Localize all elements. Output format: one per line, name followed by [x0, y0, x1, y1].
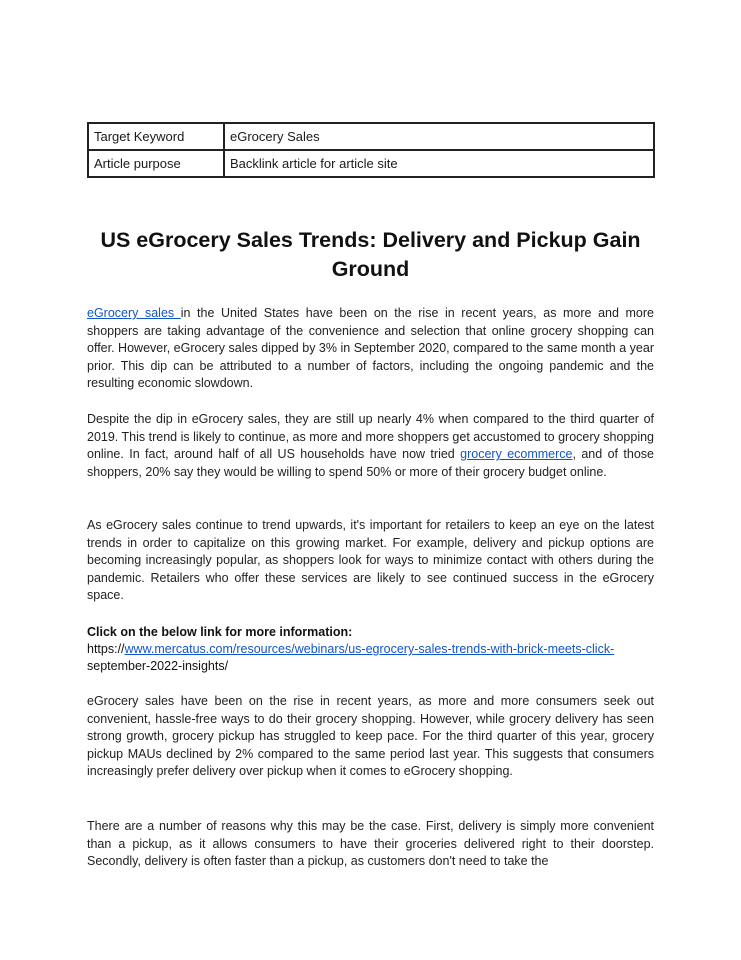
- egrocery-sales-link[interactable]: eGrocery sales: [87, 306, 181, 320]
- paragraph-text: in the United States have been on the rise in recent years, as more and more shoppers are taking advantage of the convenience and selection that online grocery shopping can offer. However, eGrocery sales dipped by 3% in September 2020, compared to the same month a year prior. This dip can be attributed to a number of factors, including the ongoing pandemic and the resulting economic slowdown.: [87, 306, 654, 391]
- paragraph-retailers: As eGrocery sales continue to trend upwards, it's important for retailers to keep an eye on the latest trends in order to capitalize on this growing market. For example, delivery and pickup options are becoming increasingly popular, as shoppers look for ways to minimize contact with others during the pandemic. Retailers who offer these services are likely to see continued success in the eGrocery space.: [87, 518, 654, 603]
- paragraph-trend: [87, 411, 654, 481]
- paragraph-text: , and of those shoppers, 20% say they would be willing to spend 50% or more of their grocery budget online.: [87, 447, 654, 479]
- paragraph-intro: [87, 305, 654, 393]
- paragraph-reasons: There are a number of reasons why this may be the case. First, delivery is simply more convenient than a pickup, as it allows consumers to have their groceries delivered right to their doorstep. Secondly, delivery is often faster than a pickup, as customers don't need to take the: [87, 819, 654, 869]
- more-info-block: [87, 624, 654, 675]
- url-prefix: https://: [87, 642, 125, 656]
- more-info-heading: Click on the below link for more information:: [87, 625, 353, 639]
- table-row: [88, 123, 654, 150]
- grocery-ecommerce-link[interactable]: grocery ecommerce: [460, 447, 573, 462]
- article-title: US eGrocery Sales Trends: Delivery and Pickup Gain Ground: [100, 228, 641, 281]
- meta-table: [87, 122, 655, 178]
- mercatus-webinar-link[interactable]: www.mercatus.com/resources/webinars/us-egrocery-sales-trends-with-brick-meets-click-: [124, 642, 615, 656]
- table-cell-key: Article purpose: [88, 150, 224, 177]
- url-suffix: september-2022-insights/: [87, 659, 229, 673]
- table-row: [88, 150, 654, 177]
- paragraph-delivery-vs-pickup: eGrocery sales have been on the rise in recent years, as more and more consumers seek out convenient, hassle-free ways to do their grocery shopping. However, while grocery delivery has seen strong growth, grocery pickup has struggled to keep pace. For the third quarter of this year, grocery pickup MAUs declined by 2% compared to the same period last year. This suggests that consumers increasingly prefer delivery over pickup when it comes to eGrocery shopping.: [87, 694, 654, 779]
- table-cell-value: eGrocery Sales: [224, 123, 654, 150]
- table-cell-key: Target Keyword: [88, 123, 224, 150]
- paragraph-text: Despite the dip in eGrocery sales, they are still up nearly 4% when compared to the third quarter of 2019. This trend is likely to continue, as more and more shoppers get accustomed to grocery shopping online. In fact, around half of all US households have now tried: [87, 412, 654, 462]
- table-cell-value: Backlink article for article site: [224, 150, 654, 177]
